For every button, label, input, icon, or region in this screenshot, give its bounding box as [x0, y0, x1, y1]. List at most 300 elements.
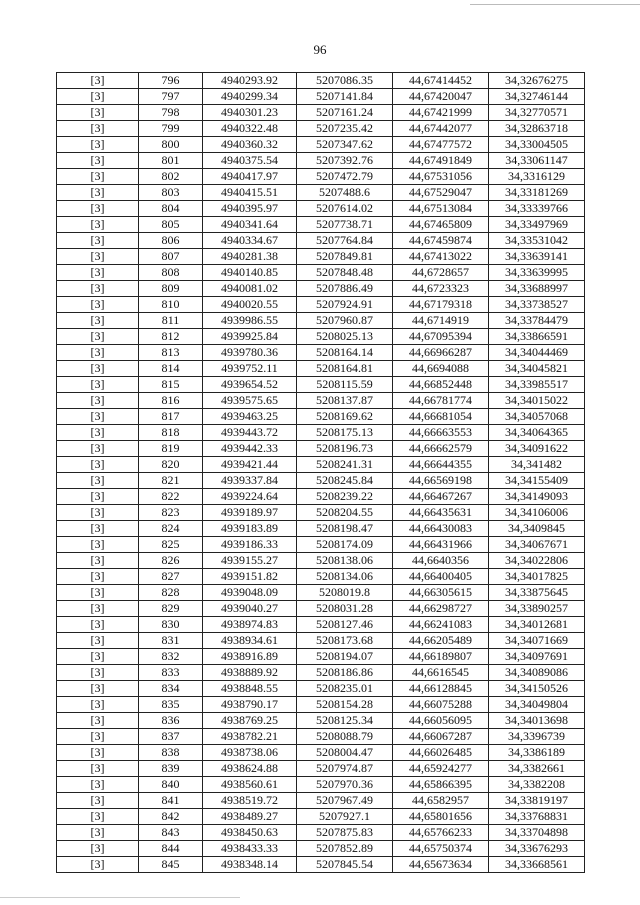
cell-y-coordinate: 5207886.49 — [297, 281, 393, 297]
cell-x-coordinate: 4938738.06 — [203, 745, 297, 761]
cell-latitude: 44,66298727 — [393, 601, 489, 617]
cell-y-coordinate: 5207472.79 — [297, 169, 393, 185]
cell-longitude: 34,3396739 — [489, 729, 585, 745]
cell-y-coordinate: 5207970.36 — [297, 777, 393, 793]
cell-x-coordinate: 4939463.25 — [203, 409, 297, 425]
cell-latitude: 44,6616545 — [393, 665, 489, 681]
cell-y-coordinate: 5208138.06 — [297, 553, 393, 569]
table-row — [57, 761, 585, 777]
cell-longitude: 34,34044469 — [489, 345, 585, 361]
cell-longitude: 34,33497969 — [489, 217, 585, 233]
cell-latitude: 44,66026485 — [393, 745, 489, 761]
cell-x-coordinate: 4938889.92 — [203, 665, 297, 681]
table-row — [57, 281, 585, 297]
cell-y-coordinate: 5207764.84 — [297, 233, 393, 249]
cell-reference: [3] — [57, 793, 139, 809]
cell-latitude: 44,65866395 — [393, 777, 489, 793]
cell-x-coordinate: 4939925.84 — [203, 329, 297, 345]
cell-point-number: 839 — [139, 761, 203, 777]
table-row — [57, 377, 585, 393]
cell-y-coordinate: 5208125.34 — [297, 713, 393, 729]
table-row — [57, 441, 585, 457]
cell-longitude: 34,34013698 — [489, 713, 585, 729]
table-row — [57, 313, 585, 329]
cell-point-number: 819 — [139, 441, 203, 457]
cell-y-coordinate: 5207924.91 — [297, 297, 393, 313]
table-row — [57, 345, 585, 361]
cell-latitude: 44,67477572 — [393, 137, 489, 153]
table-row — [57, 121, 585, 137]
table-row — [57, 633, 585, 649]
cell-x-coordinate: 4939337.84 — [203, 473, 297, 489]
cell-latitude: 44,6694088 — [393, 361, 489, 377]
cell-y-coordinate: 5208134.06 — [297, 569, 393, 585]
cell-reference: [3] — [57, 649, 139, 665]
cell-x-coordinate: 4938769.25 — [203, 713, 297, 729]
cell-x-coordinate: 4940020.55 — [203, 297, 297, 313]
cell-x-coordinate: 4940293.92 — [203, 73, 297, 89]
cell-reference: [3] — [57, 297, 139, 313]
cell-y-coordinate: 5207161.24 — [297, 105, 393, 121]
cell-latitude: 44,67513084 — [393, 201, 489, 217]
cell-x-coordinate: 4938916.89 — [203, 649, 297, 665]
cell-y-coordinate: 5208019.8 — [297, 585, 393, 601]
cell-reference: [3] — [57, 697, 139, 713]
cell-latitude: 44,66781774 — [393, 393, 489, 409]
cell-latitude: 44,66075288 — [393, 697, 489, 713]
cell-x-coordinate: 4939780.36 — [203, 345, 297, 361]
cell-point-number: 817 — [139, 409, 203, 425]
table-row — [57, 777, 585, 793]
cell-point-number: 825 — [139, 537, 203, 553]
cell-y-coordinate: 5207967.49 — [297, 793, 393, 809]
cell-longitude: 34,3382661 — [489, 761, 585, 777]
cell-latitude: 44,66467267 — [393, 489, 489, 505]
cell-y-coordinate: 5207974.87 — [297, 761, 393, 777]
cell-reference: [3] — [57, 681, 139, 697]
cell-reference: [3] — [57, 601, 139, 617]
cell-reference: [3] — [57, 809, 139, 825]
cell-latitude: 44,66430083 — [393, 521, 489, 537]
table-row — [57, 745, 585, 761]
cell-x-coordinate: 4938348.14 — [203, 857, 297, 873]
cell-point-number: 806 — [139, 233, 203, 249]
cell-latitude: 44,66305615 — [393, 585, 489, 601]
cell-latitude: 44,67491849 — [393, 153, 489, 169]
cell-reference: [3] — [57, 713, 139, 729]
cell-reference: [3] — [57, 841, 139, 857]
cell-point-number: 836 — [139, 713, 203, 729]
table-row — [57, 201, 585, 217]
cell-point-number: 805 — [139, 217, 203, 233]
cell-reference: [3] — [57, 361, 139, 377]
cell-x-coordinate: 4939442.33 — [203, 441, 297, 457]
cell-longitude: 34,33985517 — [489, 377, 585, 393]
table-row — [57, 169, 585, 185]
cell-point-number: 799 — [139, 121, 203, 137]
table-row — [57, 105, 585, 121]
table-row — [57, 617, 585, 633]
cell-point-number: 834 — [139, 681, 203, 697]
cell-y-coordinate: 5207738.71 — [297, 217, 393, 233]
coordinates-table-body — [57, 73, 585, 873]
cell-longitude: 34,32863718 — [489, 121, 585, 137]
cell-y-coordinate: 5208169.62 — [297, 409, 393, 425]
cell-y-coordinate: 5208196.73 — [297, 441, 393, 457]
cell-y-coordinate: 5207848.48 — [297, 265, 393, 281]
cell-latitude: 44,66056095 — [393, 713, 489, 729]
cell-point-number: 827 — [139, 569, 203, 585]
cell-latitude: 44,66241083 — [393, 617, 489, 633]
cell-x-coordinate: 4938624.88 — [203, 761, 297, 777]
cell-point-number: 826 — [139, 553, 203, 569]
table-row — [57, 537, 585, 553]
cell-x-coordinate: 4938560.61 — [203, 777, 297, 793]
cell-latitude: 44,65750374 — [393, 841, 489, 857]
cell-y-coordinate: 5208198.47 — [297, 521, 393, 537]
cell-latitude: 44,66852448 — [393, 377, 489, 393]
cell-x-coordinate: 4940415.51 — [203, 185, 297, 201]
cell-reference: [3] — [57, 521, 139, 537]
table-row — [57, 569, 585, 585]
cell-point-number: 812 — [139, 329, 203, 345]
table-row — [57, 585, 585, 601]
cell-point-number: 798 — [139, 105, 203, 121]
cell-x-coordinate: 4939048.09 — [203, 585, 297, 601]
cell-latitude: 44,67531056 — [393, 169, 489, 185]
cell-longitude: 34,34049804 — [489, 697, 585, 713]
cell-point-number: 845 — [139, 857, 203, 873]
cell-reference: [3] — [57, 665, 139, 681]
cell-x-coordinate: 4939224.64 — [203, 489, 297, 505]
cell-y-coordinate: 5207852.89 — [297, 841, 393, 857]
cell-reference: [3] — [57, 377, 139, 393]
cell-x-coordinate: 4940081.02 — [203, 281, 297, 297]
scan-artifact-line — [0, 897, 240, 898]
cell-latitude: 44,66569198 — [393, 473, 489, 489]
cell-point-number: 842 — [139, 809, 203, 825]
table-row — [57, 697, 585, 713]
cell-longitude: 34,34022806 — [489, 553, 585, 569]
cell-longitude: 34,33875645 — [489, 585, 585, 601]
cell-longitude: 34,34071669 — [489, 633, 585, 649]
cell-reference: [3] — [57, 537, 139, 553]
cell-longitude: 34,32770571 — [489, 105, 585, 121]
cell-reference: [3] — [57, 825, 139, 841]
cell-reference: [3] — [57, 137, 139, 153]
cell-latitude: 44,66662579 — [393, 441, 489, 457]
cell-y-coordinate: 5207347.62 — [297, 137, 393, 153]
cell-y-coordinate: 5207488.6 — [297, 185, 393, 201]
cell-latitude: 44,66681054 — [393, 409, 489, 425]
cell-longitude: 34,34045821 — [489, 361, 585, 377]
cell-y-coordinate: 5208031.28 — [297, 601, 393, 617]
table-row — [57, 505, 585, 521]
table-row — [57, 265, 585, 281]
cell-point-number: 809 — [139, 281, 203, 297]
cell-reference: [3] — [57, 265, 139, 281]
cell-reference: [3] — [57, 169, 139, 185]
table-row — [57, 601, 585, 617]
cell-latitude: 44,66128845 — [393, 681, 489, 697]
cell-longitude: 34,34089086 — [489, 665, 585, 681]
cell-x-coordinate: 4938782.21 — [203, 729, 297, 745]
cell-x-coordinate: 4938848.55 — [203, 681, 297, 697]
cell-x-coordinate: 4939575.65 — [203, 393, 297, 409]
cell-longitude: 34,3316129 — [489, 169, 585, 185]
cell-y-coordinate: 5207392.76 — [297, 153, 393, 169]
cell-latitude: 44,67095394 — [393, 329, 489, 345]
cell-reference: [3] — [57, 249, 139, 265]
table-row — [57, 473, 585, 489]
cell-longitude: 34,33339766 — [489, 201, 585, 217]
cell-latitude: 44,66435631 — [393, 505, 489, 521]
cell-y-coordinate: 5208115.59 — [297, 377, 393, 393]
cell-point-number: 835 — [139, 697, 203, 713]
cell-y-coordinate: 5208245.84 — [297, 473, 393, 489]
cell-longitude: 34,33061147 — [489, 153, 585, 169]
cell-y-coordinate: 5208004.47 — [297, 745, 393, 761]
cell-latitude: 44,6582957 — [393, 793, 489, 809]
cell-longitude: 34,3386189 — [489, 745, 585, 761]
cell-latitude: 44,66644355 — [393, 457, 489, 473]
cell-longitude: 34,33768831 — [489, 809, 585, 825]
cell-reference: [3] — [57, 329, 139, 345]
cell-y-coordinate: 5207849.81 — [297, 249, 393, 265]
cell-reference: [3] — [57, 633, 139, 649]
cell-latitude: 44,67459874 — [393, 233, 489, 249]
cell-longitude: 34,34091622 — [489, 441, 585, 457]
cell-point-number: 829 — [139, 601, 203, 617]
cell-point-number: 837 — [139, 729, 203, 745]
table-row — [57, 409, 585, 425]
table-row — [57, 521, 585, 537]
cell-y-coordinate: 5208235.01 — [297, 681, 393, 697]
table-row — [57, 681, 585, 697]
cell-longitude: 34,3382208 — [489, 777, 585, 793]
table-row — [57, 857, 585, 873]
cell-reference: [3] — [57, 761, 139, 777]
table-row — [57, 153, 585, 169]
cell-longitude: 34,34150526 — [489, 681, 585, 697]
table-row — [57, 553, 585, 569]
coordinates-table — [56, 72, 585, 873]
cell-reference: [3] — [57, 473, 139, 489]
cell-point-number: 838 — [139, 745, 203, 761]
cell-longitude: 34,32746144 — [489, 89, 585, 105]
cell-reference: [3] — [57, 409, 139, 425]
cell-reference: [3] — [57, 617, 139, 633]
cell-point-number: 802 — [139, 169, 203, 185]
cell-longitude: 34,33866591 — [489, 329, 585, 345]
cell-x-coordinate: 4939654.52 — [203, 377, 297, 393]
cell-y-coordinate: 5208164.14 — [297, 345, 393, 361]
cell-point-number: 824 — [139, 521, 203, 537]
cell-x-coordinate: 4939183.89 — [203, 521, 297, 537]
cell-reference: [3] — [57, 393, 139, 409]
cell-y-coordinate: 5208239.22 — [297, 489, 393, 505]
cell-reference: [3] — [57, 425, 139, 441]
scan-artifact-line — [470, 4, 640, 5]
cell-point-number: 840 — [139, 777, 203, 793]
cell-longitude: 34,34067671 — [489, 537, 585, 553]
cell-longitude: 34,34012681 — [489, 617, 585, 633]
cell-point-number: 808 — [139, 265, 203, 281]
cell-point-number: 818 — [139, 425, 203, 441]
cell-longitude: 34,34106006 — [489, 505, 585, 521]
cell-point-number: 828 — [139, 585, 203, 601]
cell-point-number: 800 — [139, 137, 203, 153]
cell-x-coordinate: 4939186.33 — [203, 537, 297, 553]
cell-latitude: 44,67414452 — [393, 73, 489, 89]
cell-latitude: 44,67529047 — [393, 185, 489, 201]
cell-latitude: 44,6714919 — [393, 313, 489, 329]
cell-reference: [3] — [57, 505, 139, 521]
cell-reference: [3] — [57, 585, 139, 601]
table-row — [57, 457, 585, 473]
cell-reference: [3] — [57, 345, 139, 361]
cell-longitude: 34,33890257 — [489, 601, 585, 617]
cell-longitude: 34,33531042 — [489, 233, 585, 249]
cell-x-coordinate: 4940322.48 — [203, 121, 297, 137]
cell-point-number: 833 — [139, 665, 203, 681]
cell-reference: [3] — [57, 313, 139, 329]
cell-reference: [3] — [57, 553, 139, 569]
cell-longitude: 34,341482 — [489, 457, 585, 473]
cell-latitude: 44,67465809 — [393, 217, 489, 233]
cell-point-number: 811 — [139, 313, 203, 329]
table-row — [57, 329, 585, 345]
cell-y-coordinate: 5208088.79 — [297, 729, 393, 745]
cell-longitude: 34,33004505 — [489, 137, 585, 153]
cell-y-coordinate: 5208137.87 — [297, 393, 393, 409]
cell-x-coordinate: 4938790.17 — [203, 697, 297, 713]
table-row — [57, 393, 585, 409]
cell-reference: [3] — [57, 73, 139, 89]
cell-x-coordinate: 4938450.63 — [203, 825, 297, 841]
table-row — [57, 249, 585, 265]
cell-longitude: 34,34149093 — [489, 489, 585, 505]
cell-longitude: 34,34057068 — [489, 409, 585, 425]
cell-y-coordinate: 5207875.83 — [297, 825, 393, 841]
table-row — [57, 793, 585, 809]
table-row — [57, 809, 585, 825]
cell-point-number: 844 — [139, 841, 203, 857]
cell-x-coordinate: 4938433.33 — [203, 841, 297, 857]
table-row — [57, 665, 585, 681]
cell-y-coordinate: 5208204.55 — [297, 505, 393, 521]
cell-reference: [3] — [57, 153, 139, 169]
cell-reference: [3] — [57, 745, 139, 761]
cell-x-coordinate: 4938519.72 — [203, 793, 297, 809]
cell-point-number: 803 — [139, 185, 203, 201]
cell-x-coordinate: 4939040.27 — [203, 601, 297, 617]
cell-point-number: 797 — [139, 89, 203, 105]
cell-x-coordinate: 4939986.55 — [203, 313, 297, 329]
cell-x-coordinate: 4940301.23 — [203, 105, 297, 121]
cell-point-number: 832 — [139, 649, 203, 665]
cell-x-coordinate: 4939752.11 — [203, 361, 297, 377]
table-row — [57, 297, 585, 313]
table-row — [57, 729, 585, 745]
cell-reference: [3] — [57, 89, 139, 105]
cell-reference: [3] — [57, 489, 139, 505]
table-row — [57, 361, 585, 377]
cell-latitude: 44,6640356 — [393, 553, 489, 569]
cell-point-number: 801 — [139, 153, 203, 169]
cell-y-coordinate: 5208175.13 — [297, 425, 393, 441]
table-row — [57, 649, 585, 665]
table-row — [57, 233, 585, 249]
table-row — [57, 713, 585, 729]
cell-y-coordinate: 5208025.13 — [297, 329, 393, 345]
page-number: 96 — [313, 42, 327, 57]
cell-latitude: 44,66189807 — [393, 649, 489, 665]
cell-reference: [3] — [57, 233, 139, 249]
cell-longitude: 34,33784479 — [489, 313, 585, 329]
cell-x-coordinate: 4938974.83 — [203, 617, 297, 633]
table-row — [57, 825, 585, 841]
cell-latitude: 44,66966287 — [393, 345, 489, 361]
cell-point-number: 843 — [139, 825, 203, 841]
cell-x-coordinate: 4938934.61 — [203, 633, 297, 649]
cell-reference: [3] — [57, 569, 139, 585]
cell-point-number: 841 — [139, 793, 203, 809]
cell-longitude: 34,33639995 — [489, 265, 585, 281]
table-row — [57, 425, 585, 441]
cell-y-coordinate: 5208127.46 — [297, 617, 393, 633]
cell-y-coordinate: 5208174.09 — [297, 537, 393, 553]
cell-x-coordinate: 4938489.27 — [203, 809, 297, 825]
cell-longitude: 34,34015022 — [489, 393, 585, 409]
cell-point-number: 816 — [139, 393, 203, 409]
cell-latitude: 44,66431966 — [393, 537, 489, 553]
cell-point-number: 813 — [139, 345, 203, 361]
cell-latitude: 44,66663553 — [393, 425, 489, 441]
cell-longitude: 34,33676293 — [489, 841, 585, 857]
cell-y-coordinate: 5207086.35 — [297, 73, 393, 89]
cell-x-coordinate: 4940360.32 — [203, 137, 297, 153]
cell-point-number: 796 — [139, 73, 203, 89]
cell-x-coordinate: 4940140.85 — [203, 265, 297, 281]
table-row — [57, 89, 585, 105]
cell-latitude: 44,6728657 — [393, 265, 489, 281]
cell-reference: [3] — [57, 457, 139, 473]
cell-latitude: 44,67179318 — [393, 297, 489, 313]
cell-y-coordinate: 5208241.31 — [297, 457, 393, 473]
cell-longitude: 34,34064365 — [489, 425, 585, 441]
cell-x-coordinate: 4939189.97 — [203, 505, 297, 521]
cell-latitude: 44,65673634 — [393, 857, 489, 873]
cell-point-number: 821 — [139, 473, 203, 489]
cell-y-coordinate: 5208164.81 — [297, 361, 393, 377]
cell-reference: [3] — [57, 185, 139, 201]
cell-x-coordinate: 4939443.72 — [203, 425, 297, 441]
cell-latitude: 44,65766233 — [393, 825, 489, 841]
cell-x-coordinate: 4939155.27 — [203, 553, 297, 569]
cell-longitude: 34,33819197 — [489, 793, 585, 809]
cell-reference: [3] — [57, 281, 139, 297]
table-row — [57, 489, 585, 505]
cell-x-coordinate: 4939151.82 — [203, 569, 297, 585]
cell-longitude: 34,34155409 — [489, 473, 585, 489]
cell-reference: [3] — [57, 217, 139, 233]
table-row — [57, 137, 585, 153]
cell-y-coordinate: 5208186.86 — [297, 665, 393, 681]
cell-latitude: 44,67413022 — [393, 249, 489, 265]
cell-reference: [3] — [57, 121, 139, 137]
cell-x-coordinate: 4940281.38 — [203, 249, 297, 265]
